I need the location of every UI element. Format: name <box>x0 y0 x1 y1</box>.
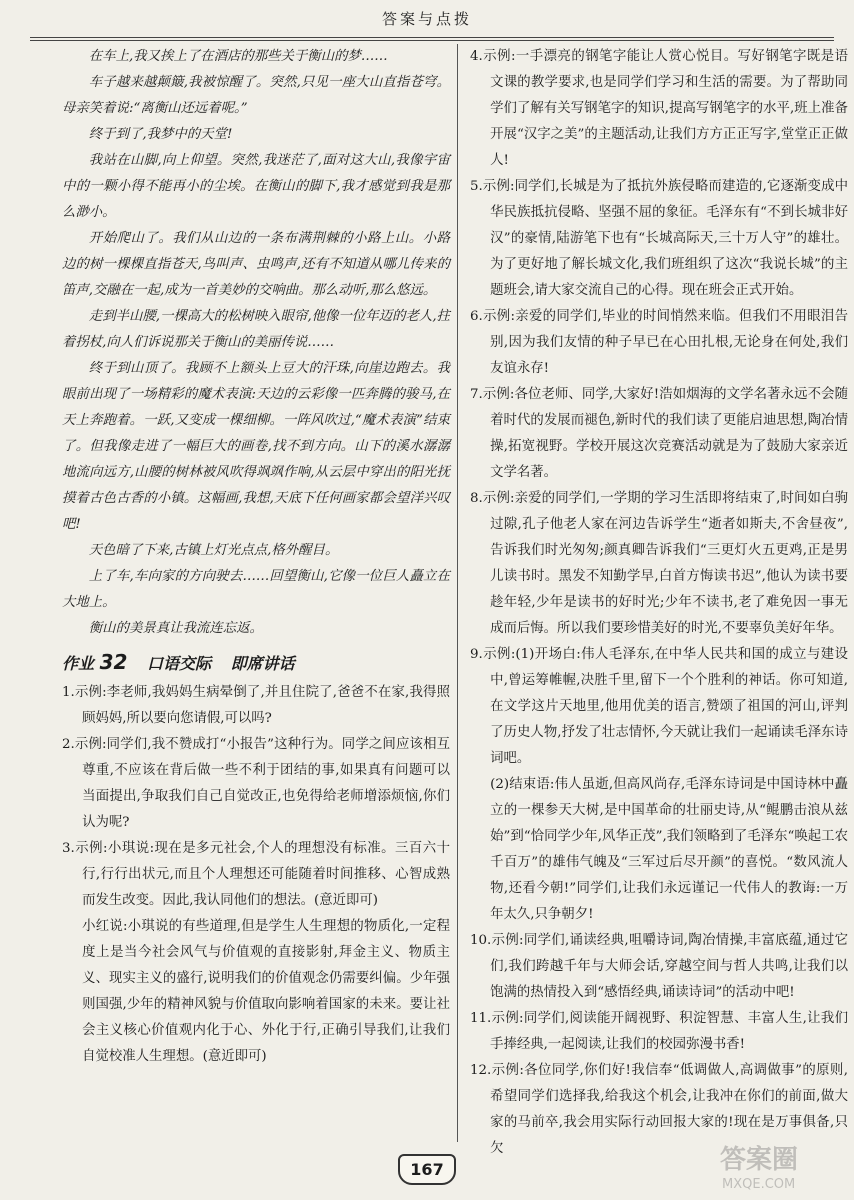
section-topic: 口语交际 <box>147 654 212 673</box>
right-column <box>470 44 848 1156</box>
header-rule <box>30 37 834 41</box>
running-header: 答案与点拨 <box>381 10 472 28</box>
page-number: 167 <box>398 1154 455 1185</box>
essay-paragraph: 在车上,我又挨上了在酒店的那些关于衡山的梦…… <box>88 49 388 64</box>
essay-paragraph: 终于到了,我梦中的天堂! <box>88 127 233 142</box>
answer-item: 8.示例:亲爱的同学们,一学期的学习生活即将结束了,时间如白驹过隙,孔子他老人家在河边告诉学生“逝者如斯夫,不舍昼夜”,告诉我们时光匆匆;颜真卿告诉我们“三更灯火五更鸡,正是男儿读书时。黑发不知勤学早,白首方悔读书迟”,他认为读书要趁年轻,少年是读书的好时光;少年不读书,老了难免因一事无成而后悔。所以我们要珍惜美好的时光,不要辜负美好年华。 <box>470 491 848 636</box>
answer-item: 1.示例:李老师,我妈妈生病晕倒了,并且住院了,爸爸不在家,我得照顾妈妈,所以要向您请假,可以吗? <box>62 685 450 726</box>
answer-item-continuation: 小红说:小琪说的有些道理,但是学生人生理想的物质化,一定程度上是当今社会风气与价值观的直接影射,拜金主义、物质主义、现实主义的盛行,说明我们的价值观念仍需要纠偏。少年强则国强,少年的精神风貌与价值取向影响着国家的未来。要让社会主义核心价值观内化于心、外化于行,正确引导我们,让我们自觉校准人生理想。(意近即可) <box>82 919 450 1064</box>
answer-item: 7.示例:各位老师、同学,大家好!浩如烟海的文学名著永远不会随着时代的发展而褪色,新时代的我们读了更能启迪思想,陶冶情操,拓宽视野。学校开展这次竞赛活动就是为了鼓励大家亲近文学名著。 <box>470 387 848 480</box>
essay-paragraph: 我站在山脚,向上仰望。突然,我迷茫了,面对这大山,我像宇宙中的一颗小得不能再小的尘埃。在衡山的脚下,我才感觉到我是那么渺小。 <box>62 153 450 220</box>
column-divider <box>457 44 458 1142</box>
answer-item: 12.示例:各位同学,你们好!我信奉“低调做人,高调做事”的原则,希望同学们选择我,给我这个机会,让我冲在你们的前面,做大家的马前卒,我会用实际行动回报大家的!现在是万事俱备,只欠 <box>470 1063 848 1156</box>
essay-paragraph: 走到半山腰,一棵高大的松树映入眼帘,他像一位年迈的老人,拄着拐杖,向人们诉说那关于衡山的美丽传说…… <box>62 309 450 350</box>
answer-item: 5.示例:同学们,长城是为了抵抗外族侵略而建造的,它逐渐变成中华民族抵抗侵略、坚强不屈的象征。毛泽东有“不到长城非好汉”的豪情,陆游笔下也有“长城高际天,三十万人守”的雄壮。为了更好地了解长城文化,我们班组织了这次“我说长城”的主题班会,请大家交流自己的心得。现在班会正式开始。 <box>470 179 848 298</box>
section-prefix: 作业 <box>62 654 95 673</box>
essay-paragraph: 车子越来越颠簸,我被惊醒了。突然,只见一座大山直指苍穹。母亲笑着说:“离衡山还远着呢。” <box>62 75 450 116</box>
answer-item-continuation: (2)结束语:伟人虽逝,但高风尚存,毛泽东诗词是中国诗林中矗立的一棵参天大树,是中国革命的壮丽史诗,从“鲲鹏击浪从兹始”到“恰同学少年,风华正茂”,我们领略到了毛泽东“唤起工农千百万”的雄伟气魄及“三军过后尽开颜”的喜悦。“数风流人物,还看今朝!”同学们,让我们永远谨记一代伟人的教诲:一万年太久,只争朝夕! <box>490 777 848 922</box>
watermark-text: 答案圈 <box>720 1145 799 1175</box>
answer-item: 6.示例:亲爱的同学们,毕业的时间悄然来临。但我们不用眼泪告别,因为我们友情的种子早已在心田扎根,无论身在何处,我们友谊永存! <box>470 309 848 376</box>
section-heading <box>62 648 450 678</box>
watermark-subtext: MXQE.COM <box>722 1177 796 1192</box>
essay-paragraph: 天色暗了下来,古镇上灯光点点,格外醒目。 <box>88 543 339 558</box>
essay-paragraph: 终于到山顶了。我顾不上额头上豆大的汗珠,向崖边跑去。我眼前出现了一场精彩的魔术表演:天边的云彩像一匹奔腾的骏马,在天上奔跑着。一跃,又变成一棵细柳。一阵风吹过,“魔术表演”结束了。但我像走进了一幅巨大的画卷,找不到方向。山下的溪水潺潺地流向远方,山腰的树林被风吹得飒飒作响,从云层中穿出的阳光抚摸着古色古香的小镇。这幅画,我想,天底下任何画家都会望洋兴叹吧! <box>62 361 450 532</box>
answer-item: 11.示例:同学们,阅读能开阔视野、积淀智慧、丰富人生,让我们手捧经典,一起阅读,让我们的校园弥漫书香! <box>470 1011 848 1052</box>
answer-item: 2.示例:同学们,我不赞成打“小报告”这种行为。同学之间应该相互尊重,不应该在背后做一些不利于团结的事,如果真有问题可以当面提出,争取我们自己自觉改正,也免得给老师增添烦恼,你们认为呢? <box>62 737 450 830</box>
essay-paragraph: 上了车,车向家的方向驶去……回望衡山,它像一位巨人矗立在大地上。 <box>62 569 450 610</box>
answer-item: 10.示例:同学们,诵读经典,咀嚼诗词,陶冶情操,丰富底蕴,通过它们,我们跨越千年与大师会话,穿越空间与哲人共鸣,让我们以饱满的热情投入到“感悟经典,诵读诗词”的活动中吧! <box>470 933 848 1000</box>
watermark-logo <box>716 1136 846 1196</box>
section-subtopic: 即席讲话 <box>230 654 295 673</box>
essay-paragraph: 衡山的美景真让我流连忘返。 <box>88 621 263 636</box>
left-column <box>62 44 450 1148</box>
section-number: 32 <box>99 650 128 674</box>
answer-item: 3.示例:小琪说:现在是多元社会,个人的理想没有标准。三百六十行,行行出状元,而且个人理想还可能随着时间推移、心智成熟而发生改变。因此,我认同他们的想法。(意近即可) <box>62 841 450 908</box>
answer-item: 9.示例:(1)开场白:伟人毛泽东,在中华人民共和国的成立与建设中,曾运筹帷幄,决胜千里,留下一个个胜利的神话。你可知道,在文学这片天地里,他用优美的语言,赞颂了祖国的河山,评判了历史人物,抒发了壮志情怀,今天就让我们一起诵读毛泽东诗词吧。 <box>470 647 848 766</box>
essay-paragraph: 开始爬山了。我们从山边的一条布满荆棘的小路上山。小路边的树一棵棵直指苍天,鸟叫声、虫鸣声,还有不知道从哪儿传来的笛声,交融在一起,成为一首美妙的交响曲。那么动听,那么悠远。 <box>62 231 450 298</box>
answer-item: 4.示例:一手漂亮的钢笔字能让人赏心悦目。写好钢笔字既是语文课的教学要求,也是同学们学习和生活的需要。为了帮助同学们了解有关写钢笔字的知识,提高写钢笔字的水平,班上准备开展“汉字之美”的主题活动,让我们方方正正写字,堂堂正正做人! <box>470 49 848 168</box>
